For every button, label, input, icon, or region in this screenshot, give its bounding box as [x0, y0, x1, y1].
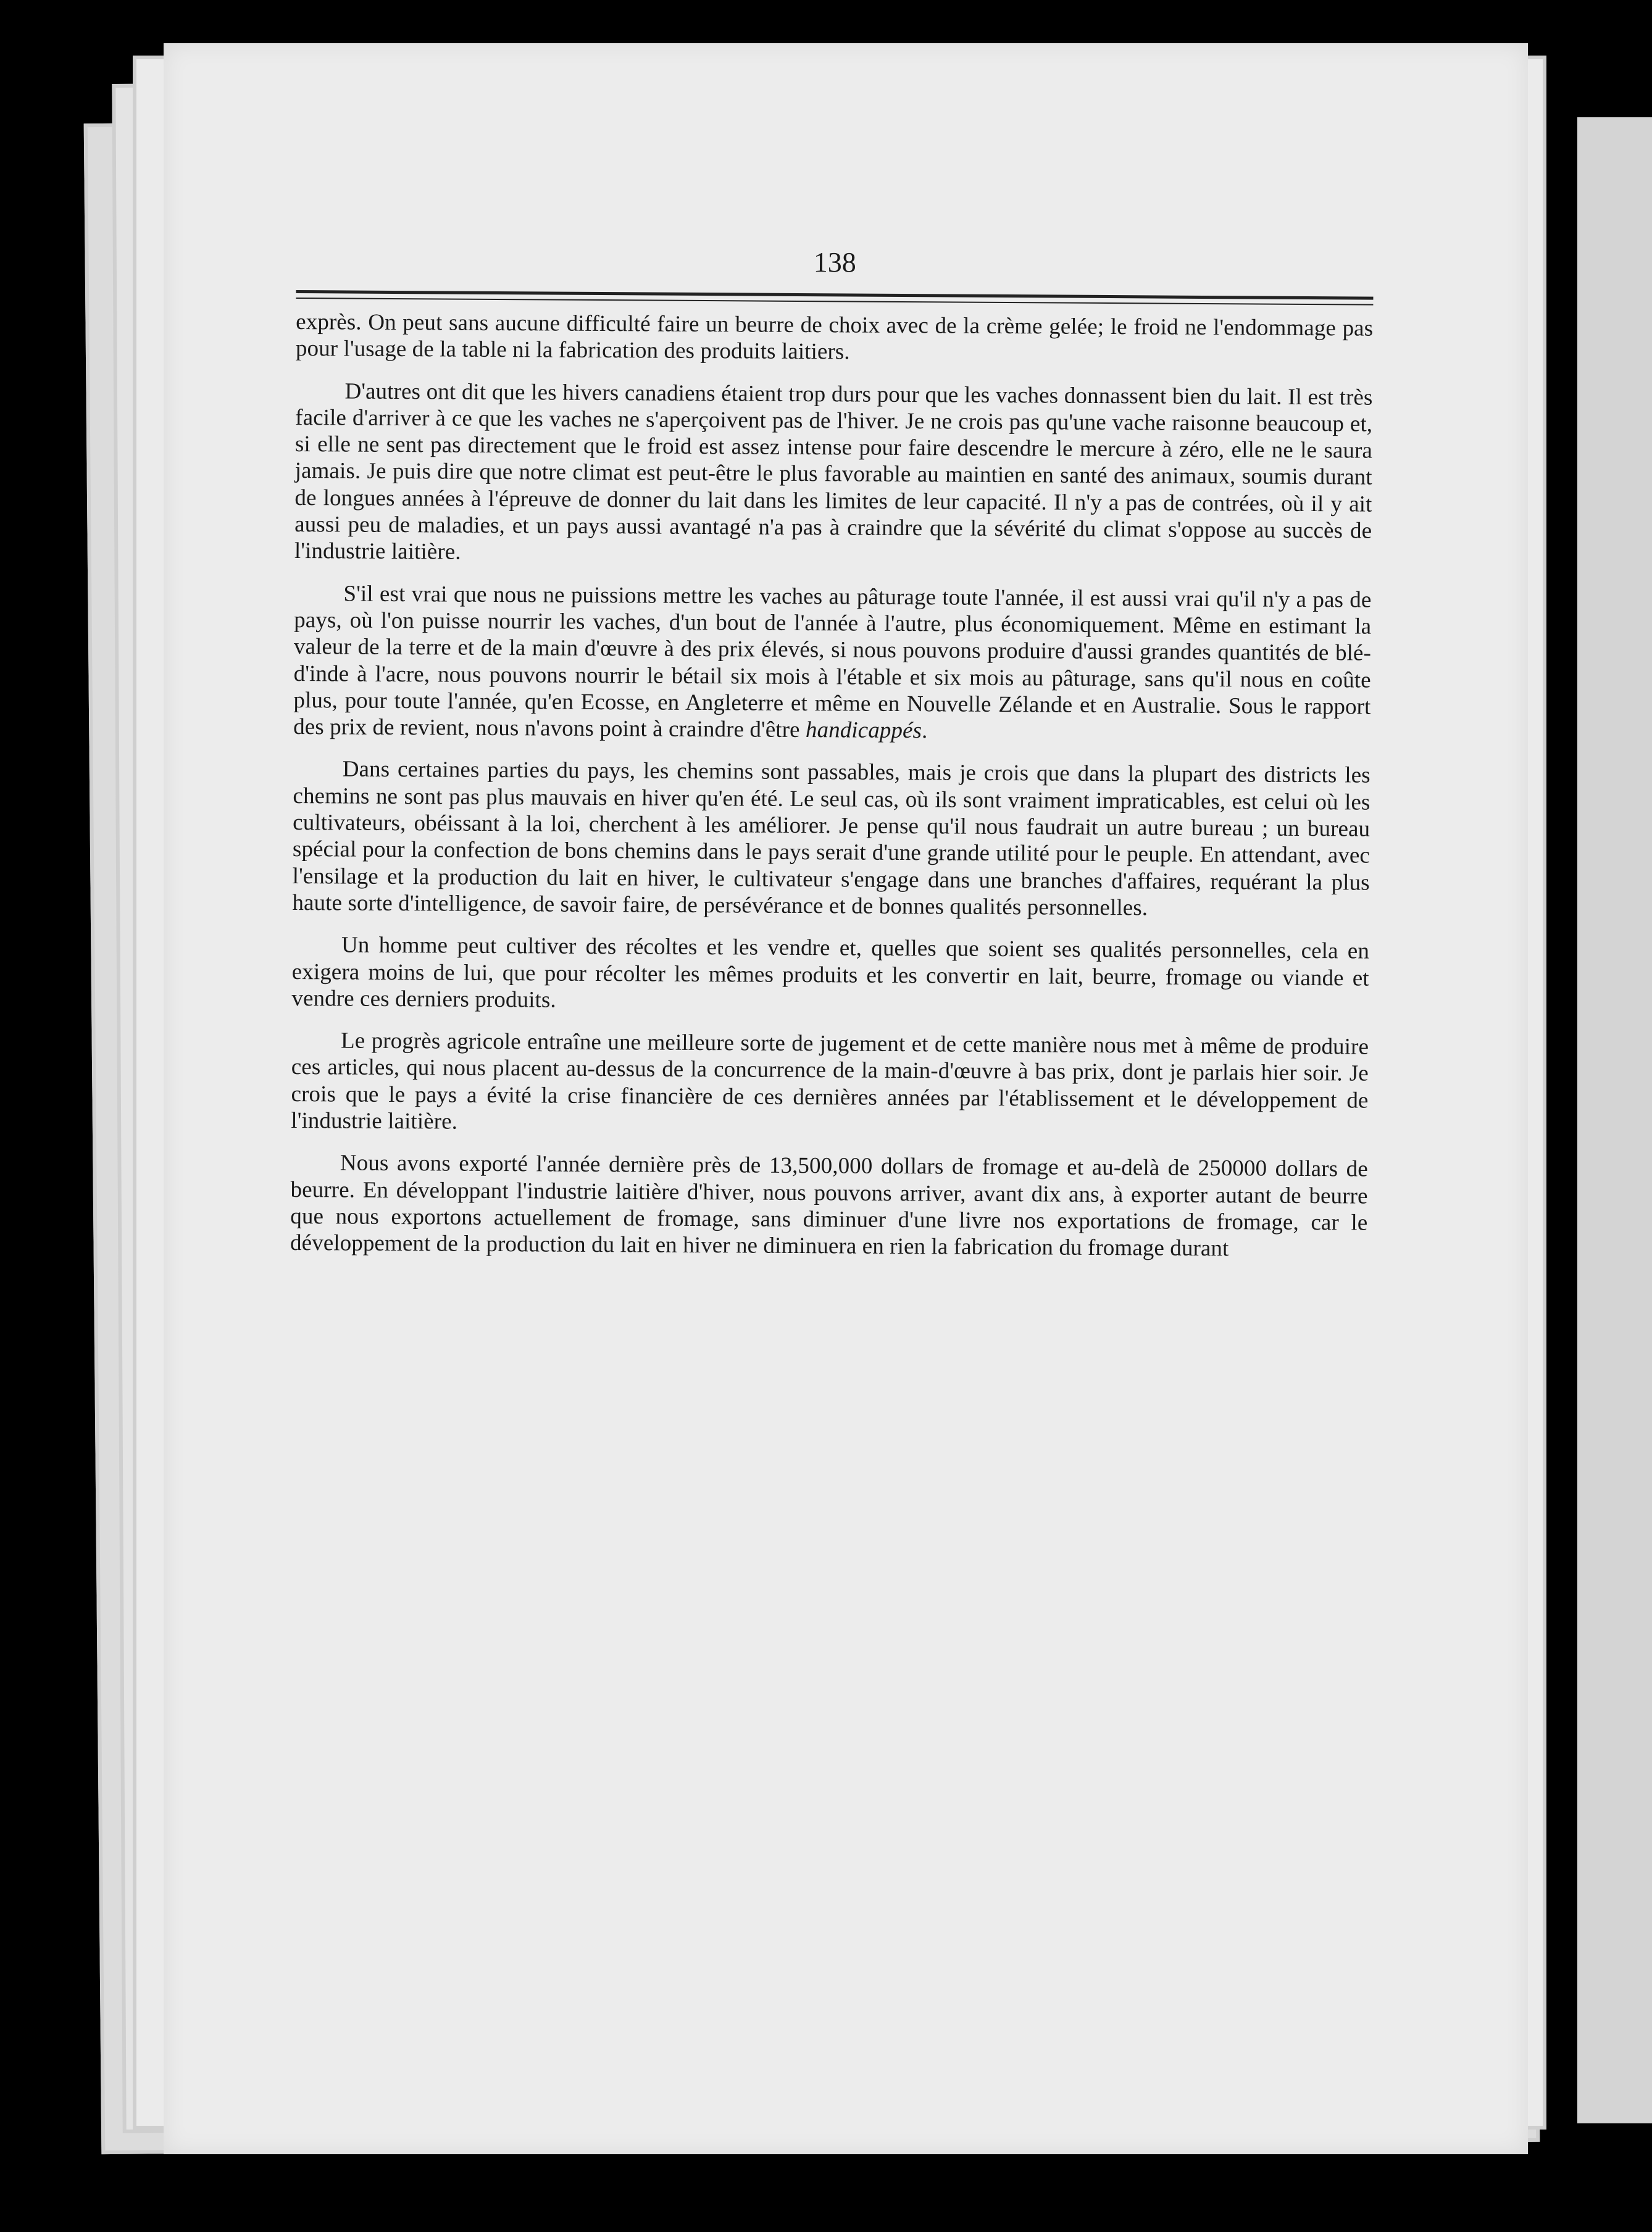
paragraph-progress: [291, 1027, 1369, 1141]
paragraph-crops: [291, 931, 1369, 1018]
paragraph-text: Dans certaines parties du pays, les chemins sont passables, mais je crois que dans la plupart des districts les chemins ne sont pas plus mauvais en hiver qu'en été. Le seul cas, où ils sont vraiment impraticables, est celui où les cultivateurs, obéissant à la loi, cherchent à les améliorer. Je pense qu'il nous faudrait un autre bureau ; un bureau spécial pour la confection de bons chemins dans le pays serait d'une grande utilité pour le peuple. En attendant, avec l'ensilage et la production du lait en hiver, le cultivateur s'engage dans une branches d'affaires, requérant la plus haute sorte d'intelligence, de savoir faire, de persévérance et de bonnes qualités personnelles.: [292, 756, 1370, 921]
paragraph-exports: [290, 1149, 1368, 1263]
paragraph-text: exprès. On peut sans aucune difficulté faire un beurre de choix avec de la crème gelée; le froid ne l'endommage pas pour l'usage de la table ni la fabrication des produits laitiers.: [295, 309, 1374, 365]
paragraph-text: S'il est vrai que nous ne puissions mettre les vaches au pâturage toute l'année, il est aussi vrai qu'il n'y a pas de pays, où l'on puisse nourrir les vaches, d'un bout de l'année à l'autre, plus économiquement. Même en estimant la valeur de la terre et de la main d'œuvre à des prix élevés, si nous pouvons produire d'aussi grandes quantités de blé-d'inde à l'acre, nous pouvons nourrir le bétail six mois à l'étable et six mois au pâturage, sans qu'il nous en coûte plus, pour toute l'année, qu'en Ecosse, en Angleterre et même en Nouvelle Zélande et en Australie. Sous le rapport des prix de revient, nous n'avons point à craindre d'être: [293, 581, 1372, 743]
adjacent-page-edge: [1577, 117, 1652, 2123]
paragraph-text: D'autres ont dit que les hivers canadiens étaient trop durs pour que les vaches donnassent bien du lait. Il est très facile d'arriver à ce que les vaches ne s'aperçoivent pas de l'hiver. Je ne crois pas qu'une vache raisonne beaucoup et, si elle ne sent pas directement que le froid est assez intense pour faire descendre le mercure à zéro, elle ne le saura jamais. Je puis dire que notre climat est peut-être le plus favorable au maintien en santé des animaux, soumis durant de longues années à l'épreuve de donner du lait dans les limites de leur capacité. Il n'y a pas de contrées, où il y ait aussi peu de maladies, et un pays aussi avantagé n'a pas à craindre que la sévérité du climat s'oppose au succès de l'industrie laitière.: [294, 378, 1373, 565]
paragraph-text: Un homme peut cultiver des récoltes et les vendre et, quelles que soient ses qualités personnelles, cela en exigera moins de lui, que pour récolter les mêmes produits et les convertir en lait, beurre, fromage ou viande et vendre ces derniers produits.: [291, 932, 1370, 1013]
paragraph-text: .: [921, 718, 928, 744]
paragraph-climate: [294, 378, 1373, 572]
paragraph-text: Nous avons exporté l'année dernière près de 13,500,000 dollars de fromage et au-delà de 250000 dollars de beurre. En développant l'industrie laitière d'hiver, nous pouvons arriver, avant dix ans, à exporter autant de beurre que nous exportons actuellement de fromage, sans diminuer d'une livre nos exportations de fromage, car le développement de la production du lait en hiver ne diminuera en rien la fabrication du fromage durant: [290, 1150, 1368, 1262]
page-number: 138: [813, 246, 856, 278]
italic-term: handicappés: [805, 717, 922, 744]
paragraph-text: Le progrès agricole entraîne une meilleure sorte de jugement et de cette manière nous met à même de produire ces articles, qui nous placent au-dessus de la concurrence de la main-d'œuvre à bas prix, dont je parlais hier soir. Je crois que le pays a évité la crise financière de ces dernières années par l'établissement et le développement de l'industrie laitière.: [291, 1028, 1369, 1135]
paragraph-continuation: [296, 309, 1373, 369]
paragraph-roads: [292, 756, 1370, 922]
paragraph-pasture: [293, 580, 1372, 747]
page-text-block: [290, 241, 1374, 1278]
